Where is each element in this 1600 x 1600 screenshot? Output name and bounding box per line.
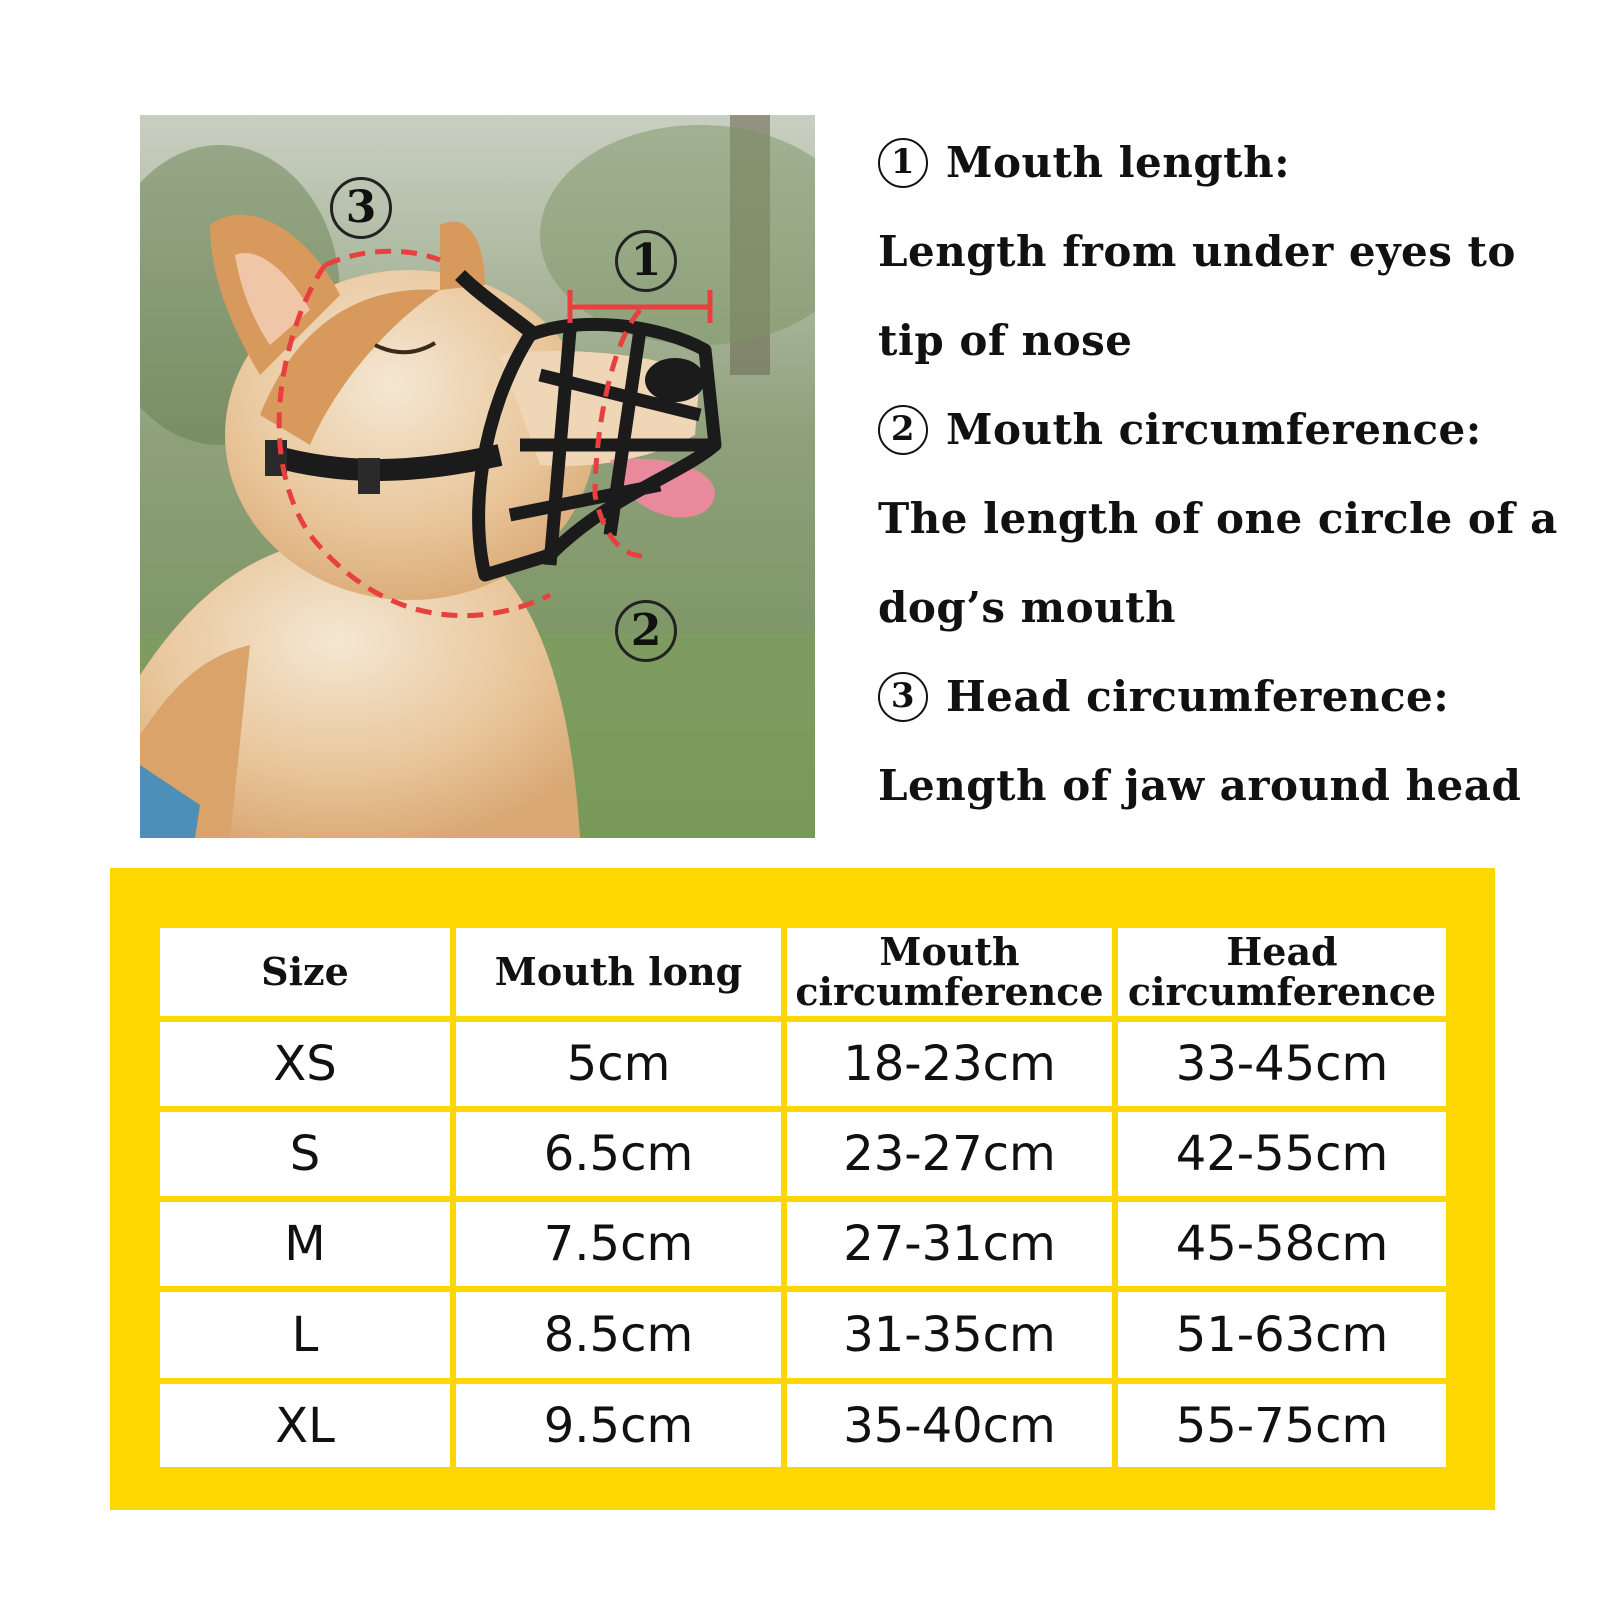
definition-head-circumference-title [878, 652, 1598, 741]
definition-description: tip of nose [878, 316, 1133, 365]
header-mouth-circumference: Mouth circumference [784, 925, 1115, 1019]
definition-title: Head circumference: [946, 672, 1450, 721]
definition-mouth-length-title [878, 118, 1598, 207]
table-cell-mouth-long: 7.5cm [453, 1199, 784, 1289]
marker-3: 3 [330, 177, 392, 239]
table-cell-mouth-long: 5cm [453, 1019, 784, 1109]
table-cell-mouth-long: 9.5cm [453, 1381, 784, 1470]
table-cell-mouth-circumference: 18-23cm [784, 1019, 1115, 1109]
table-cell-size: XL [157, 1381, 453, 1470]
table-cell-size: S [157, 1109, 453, 1199]
marker-2: 2 [615, 600, 677, 662]
table-cell-size: XS [157, 1019, 453, 1109]
definition-title: Mouth circumference: [946, 405, 1482, 454]
number-badge-2: 2 [878, 405, 928, 455]
dog-illustration [140, 115, 815, 838]
table-cell-head-circumference: 51-63cm [1115, 1289, 1449, 1381]
definition-mouth-circumference-title [878, 385, 1598, 474]
table-cell-head-circumference: 33-45cm [1115, 1019, 1449, 1109]
table-cell-mouth-circumference: 23-27cm [784, 1109, 1115, 1199]
table-cell-head-circumference: 45-58cm [1115, 1199, 1449, 1289]
header-head-circumference: Head circumference [1115, 925, 1449, 1019]
dog-muzzle-photo [140, 115, 815, 838]
size-table [157, 925, 1449, 1470]
header-size: Size [157, 925, 453, 1019]
number-badge-3: 3 [878, 672, 928, 722]
table-cell-mouth-circumference: 35-40cm [784, 1381, 1115, 1470]
size-chart-panel [110, 868, 1495, 1510]
measurement-definitions [878, 118, 1598, 830]
table-cell-mouth-long: 8.5cm [453, 1289, 784, 1381]
number-badge-1: 1 [878, 138, 928, 188]
header-mouth-long: Mouth long [453, 925, 784, 1019]
table-cell-mouth-circumference: 27-31cm [784, 1199, 1115, 1289]
definition-description: The length of one circle of a [878, 494, 1558, 543]
table-cell-mouth-circumference: 31-35cm [784, 1289, 1115, 1381]
table-cell-mouth-long: 6.5cm [453, 1109, 784, 1199]
table-cell-size: M [157, 1199, 453, 1289]
definition-title: Mouth length: [946, 138, 1291, 187]
table-cell-head-circumference: 42-55cm [1115, 1109, 1449, 1199]
definition-description: Length from under eyes to [878, 227, 1516, 276]
marker-1: 1 [615, 230, 677, 292]
definition-description: Length of jaw around head [878, 761, 1522, 810]
table-cell-head-circumference: 55-75cm [1115, 1381, 1449, 1470]
table-cell-size: L [157, 1289, 453, 1381]
definition-description: dog’s mouth [878, 583, 1177, 632]
